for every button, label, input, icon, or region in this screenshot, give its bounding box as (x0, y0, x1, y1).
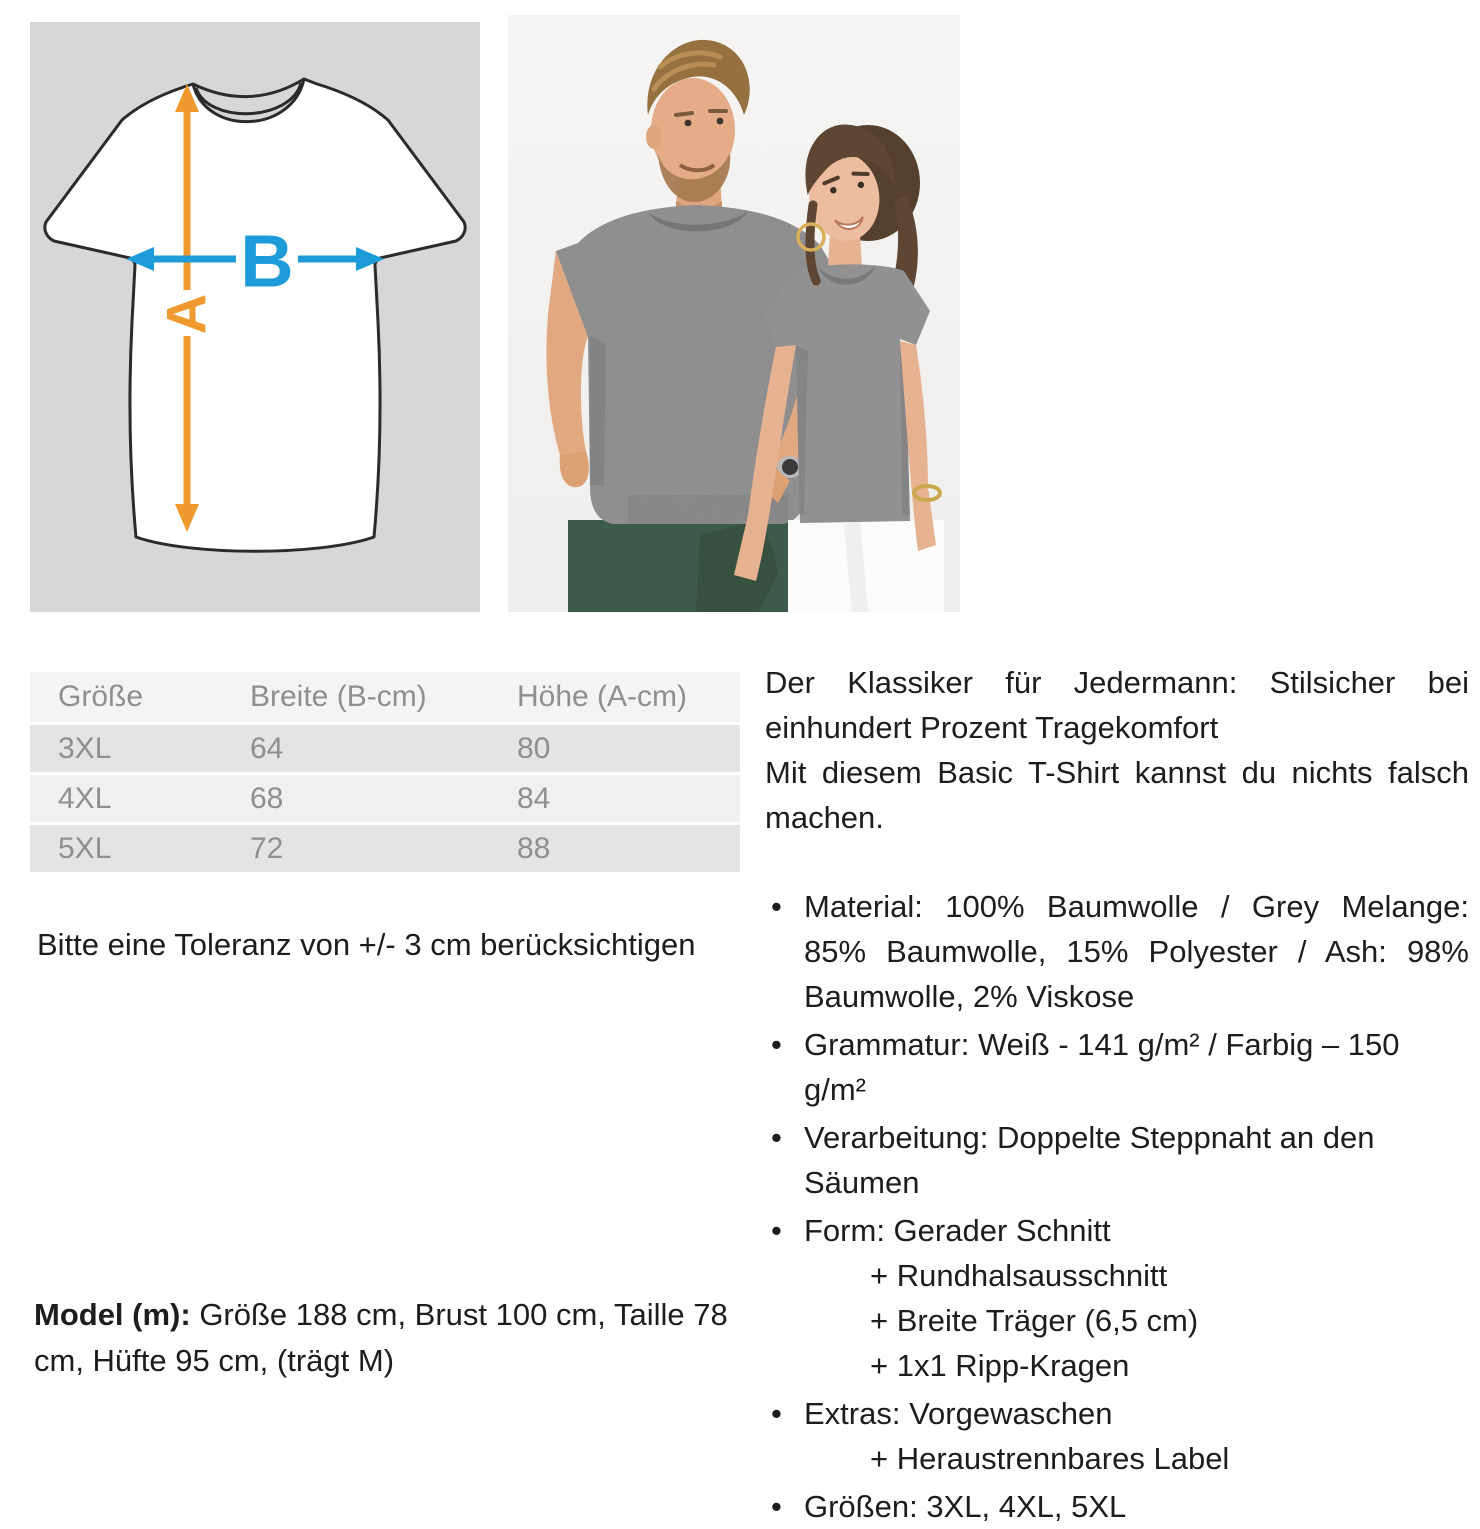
list-item-text: Größen: 3XL, 4XL, 5XL (804, 1489, 1127, 1524)
bullet-icon: • (771, 1489, 782, 1524)
table-row (30, 775, 740, 822)
bullet-icon: • (771, 1027, 782, 1062)
model-info-details: Größe 188 cm, Brust 100 cm, Taille 78 cm, Hüfte 95 cm, (trägt M) (34, 1297, 728, 1378)
list-item (765, 1208, 1469, 1253)
product-description (765, 660, 1469, 1529)
table-row (30, 825, 740, 872)
list-item-text: Extras: Vorgewaschen (804, 1396, 1113, 1431)
feature-list (765, 884, 1469, 1529)
list-item (765, 1391, 1469, 1436)
table-cell-height: 80 (517, 731, 551, 765)
table-row (30, 725, 740, 772)
list-item-text: Grammatur: Weiß - 141 g/m² / Farbig – 150 g/m² (804, 1027, 1400, 1107)
bullet-icon: • (771, 1396, 782, 1431)
table-header-cell: Breite (B-cm) (250, 680, 427, 713)
table-cell-size: 4XL (58, 781, 112, 815)
bullet-icon: • (771, 1213, 782, 1248)
list-item-text: Verarbeitung: Doppelte Steppnaht an den Säumen (804, 1120, 1375, 1200)
list-item (765, 1022, 1469, 1112)
list-subitem: + Rundhalsausschnitt (870, 1258, 1168, 1293)
list-item-text: Material: 100% Baumwolle / Grey Melange: 85% Baumwolle, 15% Polyester / Ash: 98% Baumwolle, 2% Viskose (804, 889, 1469, 1014)
table-header-cell: Höhe (A-cm) (517, 680, 688, 713)
model-info (34, 1292, 742, 1384)
table-cell-width: 68 (250, 781, 284, 815)
bullet-icon: • (771, 1120, 782, 1155)
table-cell-height: 84 (517, 781, 551, 815)
table-cell-size: 5XL (58, 831, 112, 865)
list-subitem: + Heraustrennbares Label (870, 1441, 1230, 1476)
model-info-label: Model (m): (34, 1297, 191, 1332)
height-label: A (154, 293, 218, 335)
table-cell-width: 64 (250, 731, 284, 765)
models-photo-illustration (508, 15, 960, 612)
size-diagram (30, 22, 480, 612)
models-photo (508, 15, 960, 612)
size-table (30, 672, 740, 872)
table-cell-height: 88 (517, 831, 551, 865)
list-item (765, 1115, 1469, 1205)
size-diagram-graphic (30, 22, 480, 612)
list-item (765, 1484, 1469, 1529)
list-subitem: + 1x1 Ripp-Kragen (870, 1348, 1130, 1383)
size-table-header (30, 672, 740, 722)
list-item-text: Form: Gerader Schnitt (804, 1213, 1111, 1248)
list-subitem: + Breite Träger (6,5 cm) (870, 1303, 1199, 1338)
description-paragraph: Mit diesem Basic T-Shirt kannst du nichts falsch machen. (765, 755, 1469, 835)
description-paragraph: Der Klassiker für Jedermann: Stilsicher bei einhundert Prozent Tragekomfort (765, 665, 1469, 745)
bullet-icon: • (771, 889, 782, 924)
tolerance-note: Bitte eine Toleranz von +/- 3 cm berücksichtigen (37, 927, 696, 962)
list-item (765, 884, 1469, 1019)
table-cell-width: 72 (250, 831, 284, 865)
table-header-cell: Größe (58, 680, 144, 713)
width-label: B (240, 219, 294, 303)
table-cell-size: 3XL (58, 731, 112, 765)
